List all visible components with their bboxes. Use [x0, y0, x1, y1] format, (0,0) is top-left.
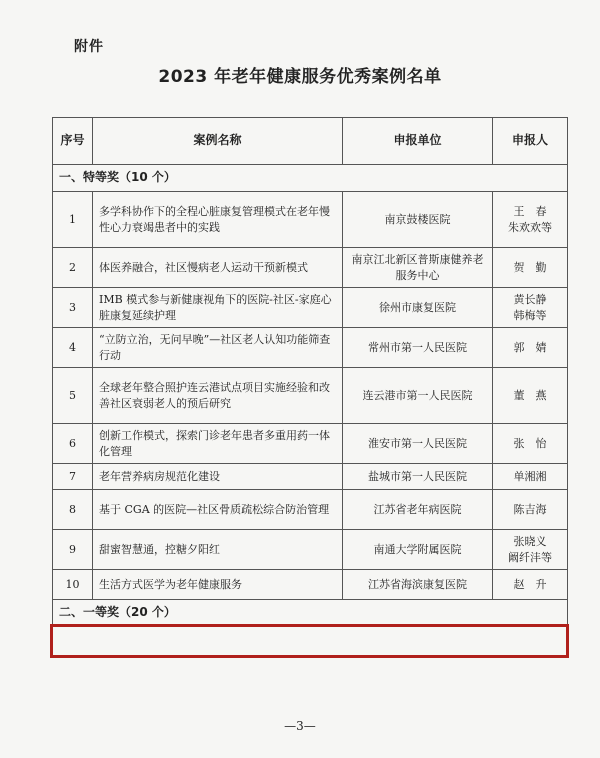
row-seq: 9 [53, 530, 93, 570]
row-seq: 2 [53, 248, 93, 288]
row-person: 董 燕 [493, 368, 568, 424]
row-case-name: 老年营养病房规范化建设 [93, 464, 343, 490]
row-unit: 江苏省海滨康复医院 [343, 570, 493, 600]
header-case: 案例名称 [93, 118, 343, 165]
row-seq: 7 [53, 464, 93, 490]
row-case-name: 多学科协作下的全程心脏康复管理模式在老年慢性心力衰竭患者中的实践 [93, 192, 343, 248]
highlight-box [50, 624, 569, 658]
award-rows [53, 192, 568, 600]
row-unit: 连云港市第一人民医院 [343, 368, 493, 424]
row-case-name: 体医养融合，社区慢病老人运动干预新模式 [93, 248, 343, 288]
table-row [53, 490, 568, 530]
header-seq: 序号 [53, 118, 93, 165]
row-person: 赵 升 [493, 570, 568, 600]
row-seq: 10 [53, 570, 93, 600]
row-person: 张 怡 [493, 424, 568, 464]
row-unit: 南京江北新区普斯康健养老服务中心 [343, 248, 493, 288]
row-unit: 淮安市第一人民医院 [343, 424, 493, 464]
table-row [53, 368, 568, 424]
row-seq: 8 [53, 490, 93, 530]
table-row [53, 288, 568, 328]
row-unit: 南通大学附属医院 [343, 530, 493, 570]
attachment-label: 附件 [74, 39, 104, 55]
award-table [52, 117, 568, 627]
row-seq: 4 [53, 328, 93, 368]
page-title: 2023 年老年健康服务优秀案例名单 [158, 67, 442, 87]
section-row-first [53, 600, 568, 627]
row-person: 张晓义 阚纤沣等 [493, 530, 568, 570]
row-seq: 6 [53, 424, 93, 464]
row-case-name: “立防立治，无问早晚”—社区老人认知功能筛查行动 [93, 328, 343, 368]
row-unit: 盐城市第一人民医院 [343, 464, 493, 490]
row-unit: 江苏省老年病医院 [343, 490, 493, 530]
row-case-name: 生活方式医学为老年健康服务 [93, 570, 343, 600]
table-row [53, 530, 568, 570]
row-case-name: 基于 CGA 的医院—社区骨质疏松综合防治管理 [93, 490, 343, 530]
section-row-special [53, 165, 568, 192]
row-case-name: 全球老年整合照护连云港试点项目实施经验和改善社区衰弱老人的预后研究 [93, 368, 343, 424]
row-seq: 3 [53, 288, 93, 328]
table-header-row [53, 118, 568, 165]
table-row [53, 424, 568, 464]
row-unit: 徐州市康复医院 [343, 288, 493, 328]
row-unit: 南京鼓楼医院 [343, 192, 493, 248]
table-row [53, 464, 568, 490]
row-person: 王 春 朱欢欢等 [493, 192, 568, 248]
row-case-name: IMB 模式参与新健康视角下的医院-社区-家庭心脏康复延续护理 [93, 288, 343, 328]
header-person: 申报人 [493, 118, 568, 165]
row-person: 郭 婧 [493, 328, 568, 368]
section-label: 二、一等奖（20 个） [53, 600, 568, 627]
row-seq: 1 [53, 192, 93, 248]
row-person: 陈吉海 [493, 490, 568, 530]
table-row [53, 192, 568, 248]
table-row [53, 328, 568, 368]
row-person: 单湘湘 [493, 464, 568, 490]
row-unit: 常州市第一人民医院 [343, 328, 493, 368]
page-number: —3— [284, 719, 316, 733]
row-case-name: 甜蜜智慧通，控糖夕阳红 [93, 530, 343, 570]
header-unit: 申报单位 [343, 118, 493, 165]
row-seq: 5 [53, 368, 93, 424]
table-row [53, 248, 568, 288]
row-case-name: 创新工作模式，探索门诊老年患者多重用药一体化管理 [93, 424, 343, 464]
row-person: 黄长静 韩梅等 [493, 288, 568, 328]
table-row [53, 570, 568, 600]
row-person: 贺 勤 [493, 248, 568, 288]
section-label: 一、特等奖（10 个） [53, 165, 568, 192]
